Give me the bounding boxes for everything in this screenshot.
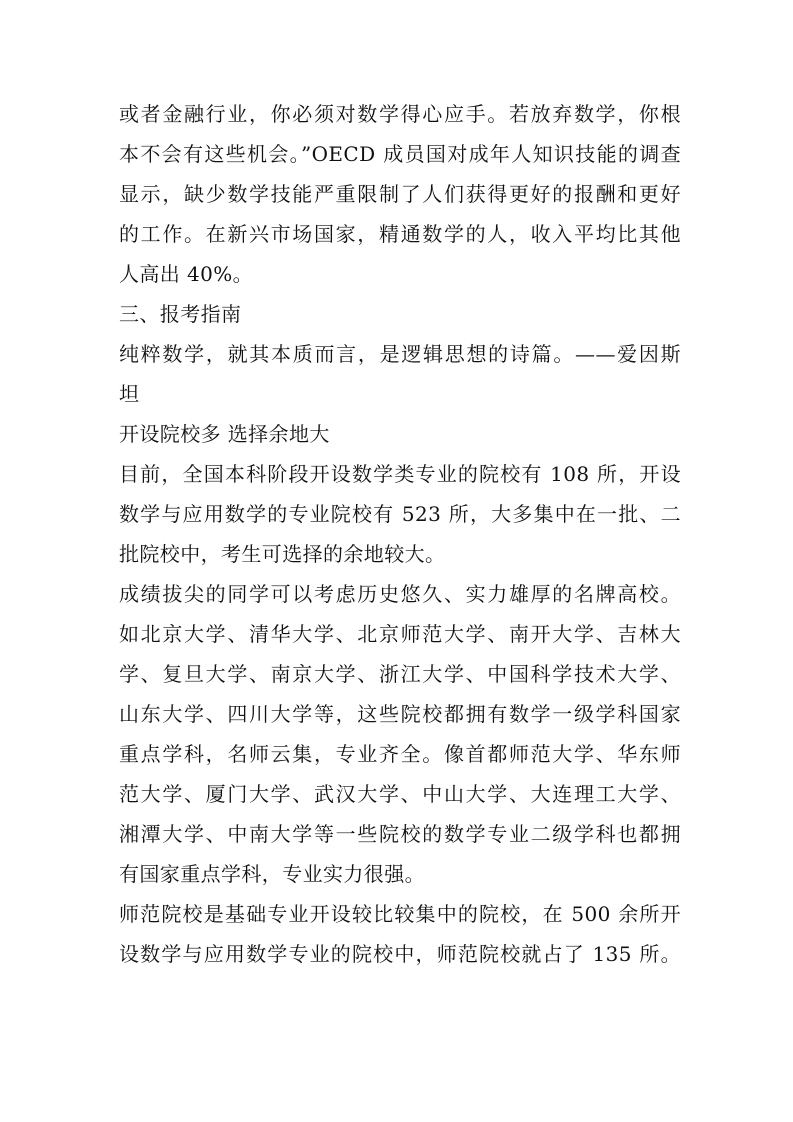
text-line: 学、复旦大学、南京大学、浙江大学、中国科学技术大学、 <box>119 662 681 686</box>
text-line: 显示，缺少数学技能严重限制了人们获得更好的报酬和更好 <box>119 182 681 206</box>
text-line: 成绩拔尖的同学可以考虑历史悠久、实力雄厚的名牌高校。 <box>119 582 681 606</box>
text-line: 或者金融行业，你必须对数学得心应手。若放弃数学，你根 <box>119 102 681 126</box>
quote-line: 纯粹数学，就其本质而言，是逻辑思想的诗篇。——爱因斯 <box>119 342 681 366</box>
text-line: 目前，全国本科阶段开设数学类专业的院校有 108 所，开设 <box>119 462 681 486</box>
text-line: 湘潭大学、中南大学等一些院校的数学专业二级学科也都拥 <box>119 822 681 846</box>
text-line: 有国家重点学科，专业实力很强。 <box>119 862 425 886</box>
text-line: 山东大学、四川大学等，这些院校都拥有数学一级学科国家 <box>119 702 681 726</box>
quote-line: 坦 <box>119 382 140 406</box>
text-line: 重点学科，名师云集，专业齐全。像首都师范大学、华东师 <box>119 742 681 766</box>
text-line: 设数学与应用数学专业的院校中，师范院校就占了 135 所。 <box>119 942 681 966</box>
text-line: 范大学、厦门大学、武汉大学、中山大学、大连理工大学、 <box>119 782 681 806</box>
text-line: 如北京大学、清华大学、北京师范大学、南开大学、吉林大 <box>119 622 681 646</box>
section-heading: 三、报考指南 <box>119 302 242 326</box>
text-line: 人高出 40%。 <box>119 262 254 286</box>
body-text <box>119 94 681 974</box>
text-line: 的工作。在新兴市场国家，精通数学的人，收入平均比其他 <box>119 222 681 246</box>
subsection-heading: 开设院校多 选择余地大 <box>119 422 330 446</box>
text-line: 数学与应用数学的专业院校有 523 所，大多集中在一批、二 <box>119 502 681 526</box>
text-line: 批院校中，考生可选择的余地较大。 <box>119 542 446 566</box>
text-line: 本不会有这些机会。”OECD 成员国对成年人知识技能的调查 <box>119 142 681 166</box>
text-line: 师范院校是基础专业开设较比较集中的院校，在 500 余所开 <box>119 902 681 926</box>
